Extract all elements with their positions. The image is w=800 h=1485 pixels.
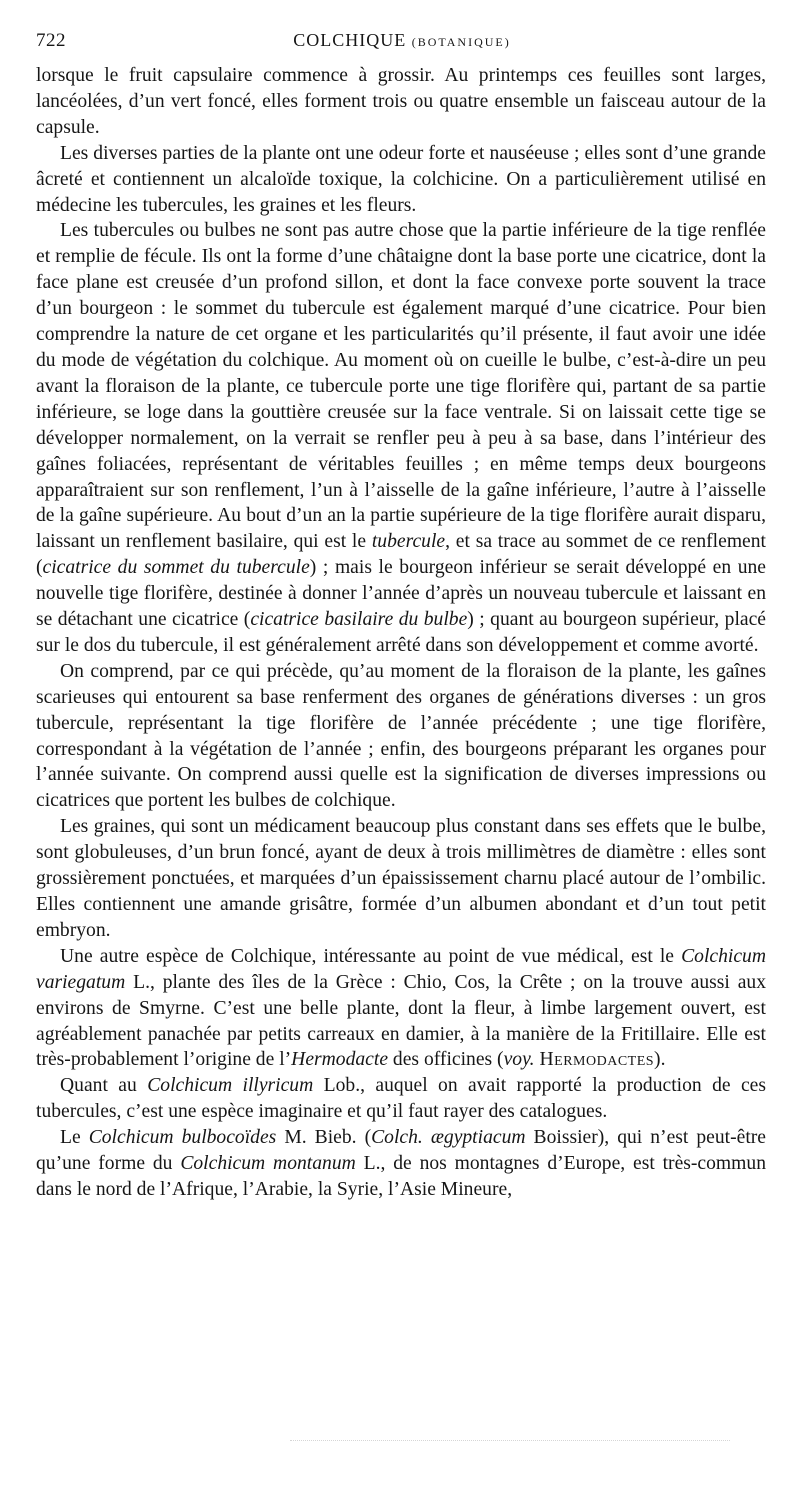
paragraph-text: ) ; mais le bourgeon inférieur se serait développé en une nouvelle tige florifère, destinée à donner l’année d’après un nouveau tubercule et laissant en se détachant une cicatrice ( — [36, 557, 766, 631]
paragraph-text: Boissier), qui n’est peut-être qu’une forme du — [36, 1127, 766, 1175]
italic-term: Colchicum illyricum — [147, 1075, 314, 1097]
paragraph-text: L., plante des îles de la Grèce : Chio, Cos, la Crête ; on la trouve aussi aux environs de Smyrne. C’est une belle plante, dont la fleur, à limbe largement ouvert, est agréablement panachée par petits carreaux en damier, à la manière de la Fritillaire. Elle est très-probablement l’origine de l’ — [36, 971, 766, 1071]
paragraph-4 — [36, 659, 766, 814]
italic-term: tubercule — [371, 531, 446, 553]
paragraph-text: On comprend, par ce qui précède, qu’au moment de la floraison de la plante, les gaînes scarieuses qui entourent sa base renferment des organes de générations diverses : un gros tubercule, représentant la tige florifère de l’année précédente ; une tige florifère, correspondant à la végétation de l’année ; enfin, des bourgeons préparant les organes pour l’année suivante. On comprend aussi quelle est la signification de diverses impressions ou cicatrices que portent les bulbes de colchique. — [36, 660, 766, 812]
paragraph-text: Quant au — [60, 1075, 148, 1097]
italic-term: Colchicum bulbocoïdes — [88, 1127, 277, 1149]
page-bottom-marks — [290, 1440, 730, 1445]
paragraph-text: Les graines, qui sont un médicament beaucoup plus constant dans ses effets que le bulbe, sont globuleuses, d’un brun foncé, ayant de deux à trois millimètres de diamètre : elles sont grossièrement ponctuées, et marquées d’un épaississement charnu placé autour de l’ombilic. Elles contiennent une amande grisâtre, formée d’un albumen abondant et d’un tout petit embryon. — [36, 816, 766, 941]
paragraph-text: Le — [60, 1127, 89, 1149]
paragraph-7 — [36, 1073, 766, 1125]
paragraph-2 — [36, 141, 766, 219]
italic-term: cicatrice du sommet du tubercule — [42, 557, 310, 579]
paragraph-8 — [36, 1125, 766, 1203]
italic-term: Colch. ægyptiacum — [371, 1127, 526, 1149]
running-title-sub: (BOTANIQUE) — [411, 35, 511, 49]
italic-term: cicatrice basilaire du bulbe — [250, 609, 468, 631]
italic-term: Colchicum montanum — [180, 1153, 356, 1175]
paragraph-text: des officines ( — [388, 1049, 504, 1071]
paragraph-1 — [36, 63, 766, 141]
body-text — [36, 63, 766, 1203]
paragraph-5 — [36, 814, 766, 944]
paragraph-text: ). — [654, 1049, 666, 1071]
paragraph-text: L., de nos montagnes d’Europe, est très-commun dans le nord de l’Afrique, l’Arabie, la Syrie, l’Asie Mineure, — [36, 1153, 766, 1200]
paragraph-text: Une autre espèce de Colchique, intéressante au point de vue médical, est le — [60, 945, 682, 967]
paragraph-6 — [36, 944, 766, 1074]
italic-term: Hermodacte — [291, 1049, 389, 1071]
running-title-main: COLCHIQUE — [293, 30, 407, 50]
cross-reference: Hermodactes — [539, 1049, 655, 1071]
paragraph-3 — [36, 218, 766, 658]
paragraph-text: Lob., auquel on avait rapporté la production de ces tubercules, c’est une espèce imaginaire et qu’il faut rayer des catalogues. — [36, 1075, 766, 1123]
paragraph-text: Les diverses parties de la plante ont une odeur forte et nauséeuse ; elles sont d’une grande âcreté et contiennent un alcaloïde toxique, la colchicine. On a particulièrement utilisé en médecine les tubercules, les graines et les fleurs. — [36, 142, 766, 216]
page-number: 722 — [36, 30, 66, 51]
italic-term: voy. — [503, 1049, 535, 1071]
paragraph-text: M. Bieb. ( — [276, 1127, 372, 1149]
paragraph-text: , et sa trace au sommet de ce renflement ( — [36, 531, 766, 579]
paragraph-text: lorsque le fruit capsulaire commence à grossir. Au printemps ces feuilles sont larges, lancéolées, d’un vert foncé, elles forment trois ou quatre ensemble un faisceau autour de la capsule. — [36, 65, 766, 138]
italic-term: Colchicum variegatum — [36, 945, 766, 993]
paragraph-text: ) ; quant au bourgeon supérieur, placé sur le dos du tubercule, il est généralement arrêté dans son développement et comme avorté. — [36, 609, 766, 656]
running-header — [36, 30, 768, 58]
paragraph-text: Les tubercules ou bulbes ne sont pas autre chose que la partie inférieure de la tige renflée et remplie de fécule. Ils ont la forme d’une châtaigne dont la base porte une cicatrice, dont la face plane est creusée d’un profond sillon, et dont la face convexe porte souvent la trace d’un bourgeon : le sommet du tubercule est également marqué d’une cicatrice. Pour bien comprendre la nature de cet organe et les particularités qu’il présente, il faut avoir une idée du mode de végétation du colchique. Au moment où on cueille le bulbe, c’est-à-dire un peu avant la floraison de la plante, ce tubercule porte une tige florifère qui, partant de sa partie inférieure, se loge dans la gouttière creusée sur la face ventrale. Si on laissait cette tige se développer normalement, on la verrait se renfler peu à peu à sa base, dans l’intérieur des gaînes foliacées, représentant de véritables feuilles ; en même temps deux bourgeons apparaîtraient sur son renflement, l’un à l’aisselle de la gaîne inférieure, l’autre à l’aisselle de la gaîne supérieure. Au bout d’un an la partie supérieure de la tige florifère aurait disparu, laissant un renflement basilaire, qui est le — [36, 220, 766, 553]
running-title — [36, 30, 768, 51]
